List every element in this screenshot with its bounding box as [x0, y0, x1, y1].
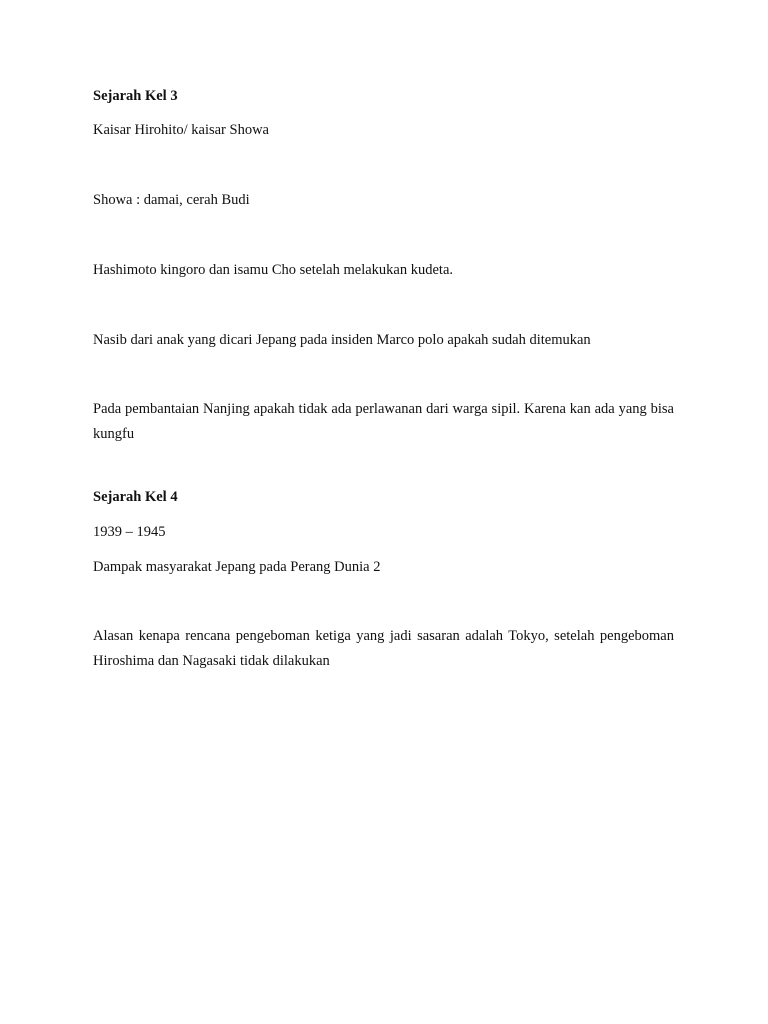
- paragraph: 1939 – 1945: [93, 524, 166, 540]
- paragraph: Nasib dari anak yang dicari Jepang pada insiden Marco polo apakah sudah ditemukan: [93, 332, 591, 348]
- paragraph: Alasan kenapa rencana pengeboman ketiga yang jadi sasaran adalah Tokyo, setelah pengeboman Hiroshima dan Nagasaki tidak dilakukan: [93, 628, 674, 669]
- paragraph: Kaisar Hirohito/ kaisar Showa: [93, 122, 269, 138]
- section-heading-kel-3: Sejarah Kel 3: [93, 88, 178, 104]
- paragraph: Pada pembantaian Nanjing apakah tidak ada perlawanan dari warga sipil. Karena kan ada yang bisa kungfu: [93, 401, 674, 442]
- paragraph: Showa : damai, cerah Budi: [93, 192, 250, 208]
- section-heading-kel-4: Sejarah Kel 4: [93, 489, 178, 505]
- paragraph: Hashimoto kingoro dan isamu Cho setelah melakukan kudeta.: [93, 262, 454, 278]
- paragraph: Dampak masyarakat Jepang pada Perang Dunia 2: [93, 559, 381, 575]
